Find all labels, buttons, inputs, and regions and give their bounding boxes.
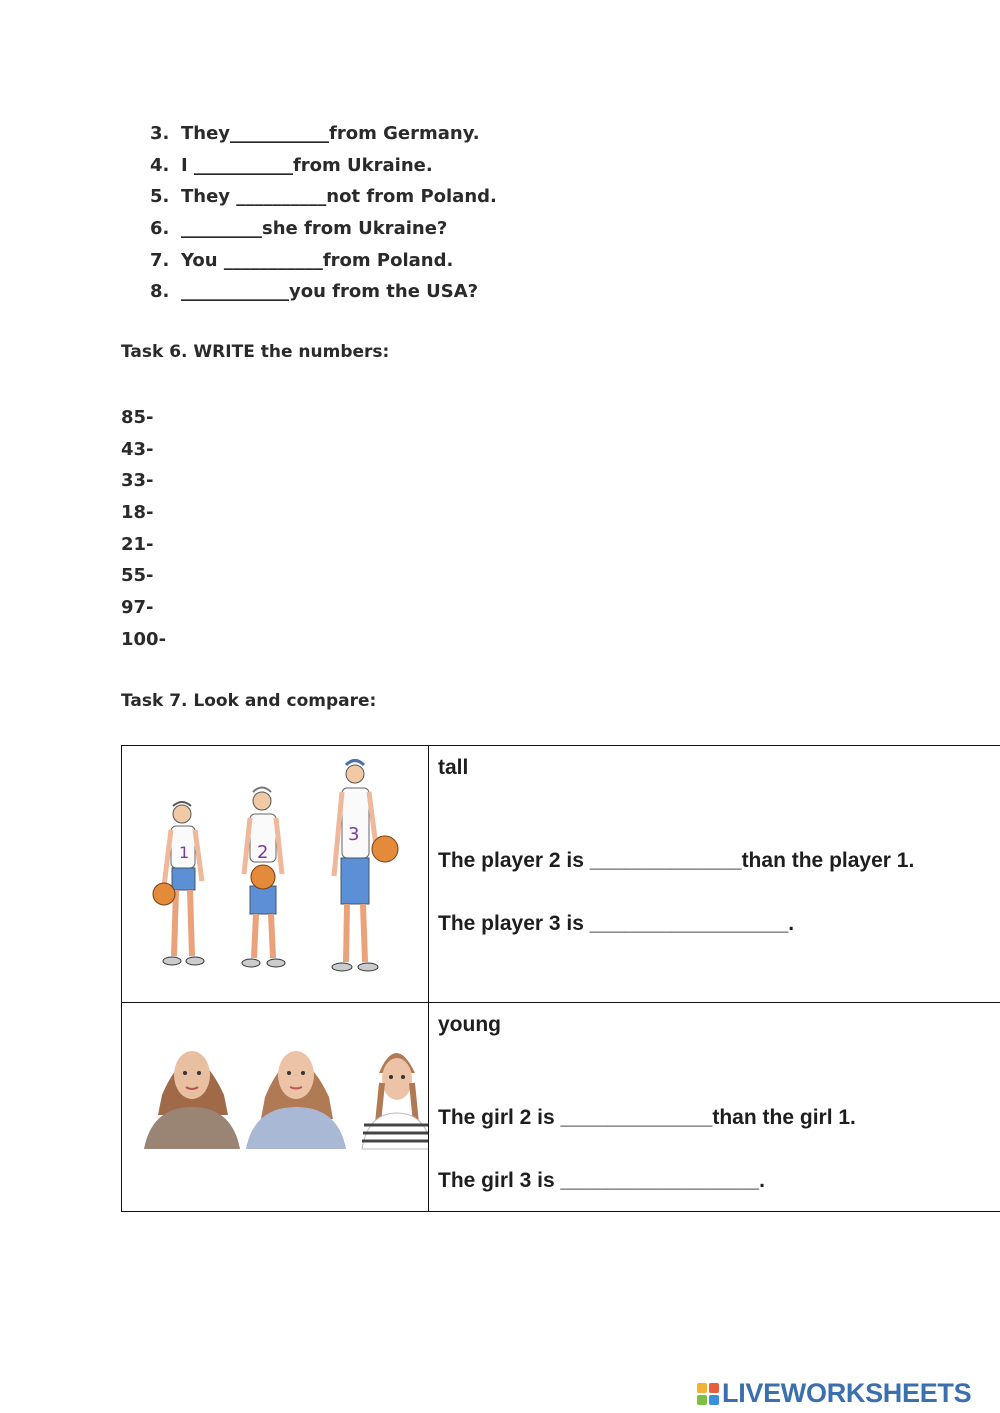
- compare-table: [121, 745, 1000, 1212]
- list-item: 7. You ___________from Poland.: [150, 249, 454, 271]
- number-item: 85-: [121, 407, 154, 428]
- girl-2: [246, 1051, 346, 1149]
- table-row: [122, 1003, 1000, 1212]
- young-text-cell: [429, 1003, 1000, 1212]
- table-row: [122, 746, 1000, 1003]
- svg-text:2: 2: [257, 842, 269, 863]
- number-item: 43-: [121, 438, 154, 460]
- basketball-players-illustration: [122, 746, 428, 998]
- number-item: 33-: [121, 470, 154, 492]
- adjective-label: young: [438, 1013, 501, 1036]
- superlative-sentence: The girl 3 is _________________.: [438, 1169, 765, 1192]
- number-item: 97-: [121, 597, 154, 619]
- number-item: 55-: [121, 565, 154, 587]
- player-1: [153, 802, 204, 965]
- list-item: 4. I ___________from Ukraine.: [150, 154, 433, 176]
- number-item: 100-: [121, 628, 167, 650]
- list-item: 3. They___________from Germany.: [150, 123, 480, 144]
- girl-3: [362, 1053, 428, 1149]
- logo-text: LIVEWORKSHEETS: [722, 1378, 972, 1408]
- list-item: 8. ____________you from the USA?: [150, 281, 479, 303]
- logo-icon: [697, 1383, 719, 1405]
- superlative-sentence: The player 3 is _________________.: [438, 912, 795, 935]
- list-item: 5. They __________not from Poland.: [150, 186, 497, 208]
- player-3: [332, 761, 398, 972]
- liveworksheets-logo: [697, 1378, 971, 1409]
- girl-1: [144, 1051, 240, 1149]
- numbers-list: [121, 404, 166, 658]
- logo-square: [697, 1395, 707, 1405]
- sentence-list: [150, 120, 497, 310]
- task6-title: Task 6. WRITE the numbers:: [121, 342, 390, 362]
- logo-square: [697, 1383, 707, 1393]
- girls-picture-cell: [122, 1003, 429, 1212]
- logo-square: [709, 1395, 719, 1405]
- number-item: 18-: [121, 502, 154, 524]
- girls-illustration: [122, 1003, 428, 1207]
- number-item: 21-: [121, 533, 154, 555]
- svg-text:1: 1: [179, 843, 190, 862]
- adjective-label: tall: [438, 756, 469, 779]
- logo-square: [709, 1383, 719, 1393]
- player-2: [242, 788, 285, 968]
- task7-title: Task 7. Look and compare:: [121, 691, 377, 711]
- comparison-sentence: The player 2 is _____________than the player 1.: [438, 849, 915, 872]
- svg-text:3: 3: [348, 824, 360, 845]
- list-item: 6. _________she from Ukraine?: [150, 218, 448, 240]
- tall-text-cell: [429, 746, 1000, 1003]
- players-picture-cell: [122, 746, 429, 1003]
- comparison-sentence: The girl 2 is _____________than the girl 1.: [438, 1106, 856, 1129]
